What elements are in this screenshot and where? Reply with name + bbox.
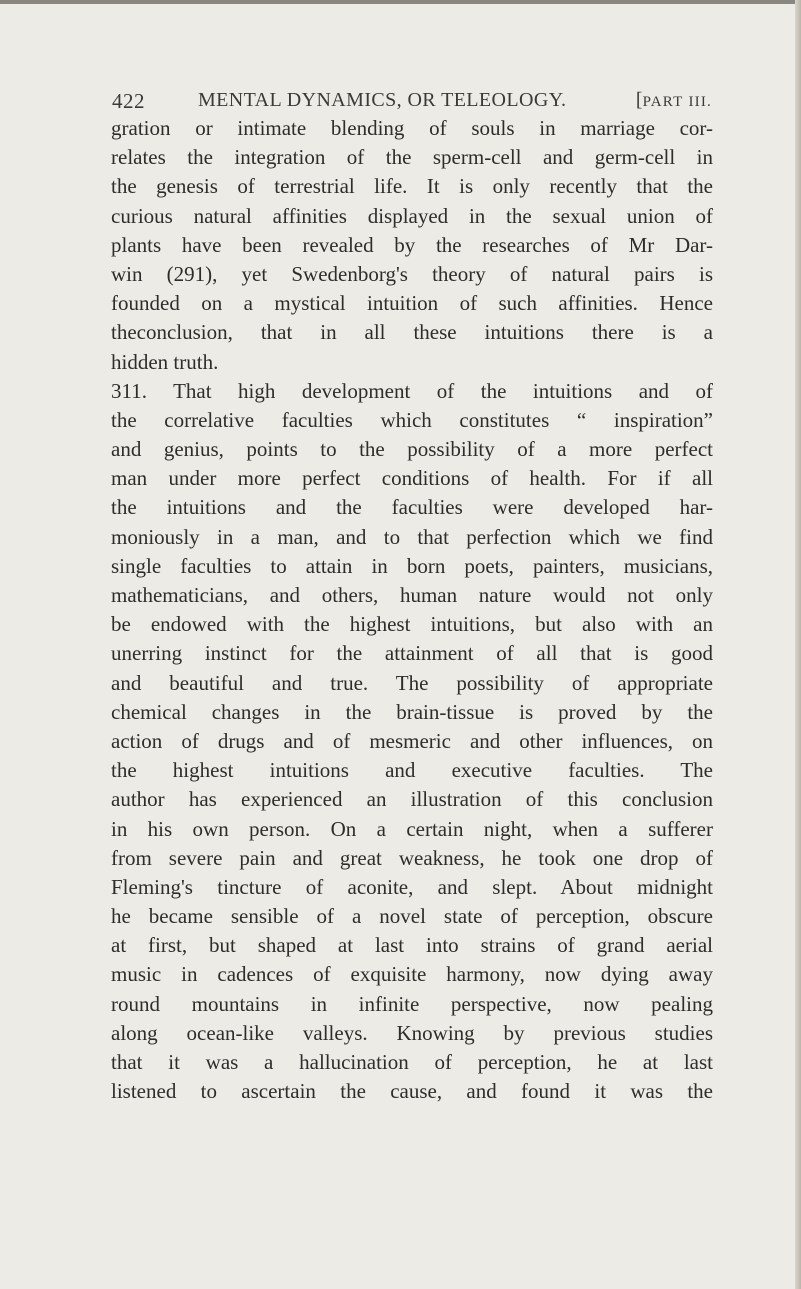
page-number: 422: [112, 89, 145, 113]
page-top-edge: [0, 0, 801, 4]
text-line: be endowed with the highest intuitions, but also with an: [111, 612, 713, 637]
text-line: mathematicians, and others, human nature would not only: [111, 583, 713, 607]
text-line: single faculties to attain in born poets, painters, musicians,: [111, 553, 713, 578]
page-right-edge: [795, 0, 801, 1289]
text-line: that it was a hallucination of perception, he at last: [111, 1050, 713, 1074]
text-line: unerring instinct for the attainment of all that is good: [111, 641, 713, 666]
text-line: man under more perfect conditions of health. For if all: [111, 466, 713, 491]
text-line: along ocean-like valleys. Knowing by previous studies: [111, 1020, 713, 1045]
text-line: music in cadences of exquisite harmony, now dying away: [111, 962, 713, 987]
text-line: listened to ascertain the cause, and found it was the: [111, 1079, 713, 1104]
text-line: at first, but shaped at last into strains of grand aerial: [111, 933, 713, 958]
text-line: gration or intimate blending of souls in marriage cor-: [111, 116, 713, 140]
text-line: the correlative faculties which constitutes “ inspiration”: [111, 407, 713, 432]
text-line: founded on a mystical intuition of such affinities. Hence: [111, 291, 713, 316]
text-line: author has experienced an illustration of this conclusion: [111, 787, 713, 812]
text-line: hidden truth.: [111, 349, 219, 374]
part-word: PART: [642, 94, 684, 110]
text-line: from severe pain and great weakness, he took one drop of: [111, 845, 713, 870]
text-line: action of drugs and of mesmeric and other influences, on: [111, 728, 713, 753]
text-line: in his own person. On a certain night, when a sufferer: [111, 816, 713, 841]
text-line: Fleming's tincture of aconite, and slept. About midnight: [111, 874, 713, 899]
part-bracket: [: [635, 89, 643, 111]
text-line: moniously in a man, and to that perfection which we find: [111, 524, 713, 549]
text-line: the intuitions and the faculties were developed har-: [111, 495, 713, 520]
text-line: he became sensible of a novel state of perception, obscure: [111, 904, 713, 929]
text-line: chemical changes in the brain-tissue is proved by the: [111, 699, 713, 724]
text-line: and beautiful and true. The possibility of appropriate: [111, 670, 713, 695]
text-line: round mountains in infinite perspective, now pealing: [111, 991, 713, 1016]
paragraph-311-start: 311. That high development of the intuitions and of: [111, 378, 713, 403]
text-line: the highest intuitions and executive faculties. The: [111, 758, 713, 783]
part-label: [636, 89, 712, 112]
body-text: [111, 114, 713, 1106]
text-line: theconclusion, that in all these intuitions there is a: [111, 320, 713, 345]
text-line: and genius, points to the possibility of a more perfect: [111, 437, 713, 462]
text-line: win (291), yet Swedenborg's theory of natural pairs is: [111, 261, 713, 286]
running-title: MENTAL DYNAMICS, OR TELEOLOGY.: [198, 89, 567, 111]
text-line: plants have been revealed by the researches of Mr Dar-: [111, 232, 713, 257]
text-line: the genesis of terrestrial life. It is only recently that the: [111, 174, 713, 199]
part-number: III.: [688, 94, 712, 110]
text-line: relates the integration of the sperm-cell and germ-cell in: [111, 145, 713, 170]
text-line: curious natural affinities displayed in the sexual union of: [111, 203, 713, 228]
